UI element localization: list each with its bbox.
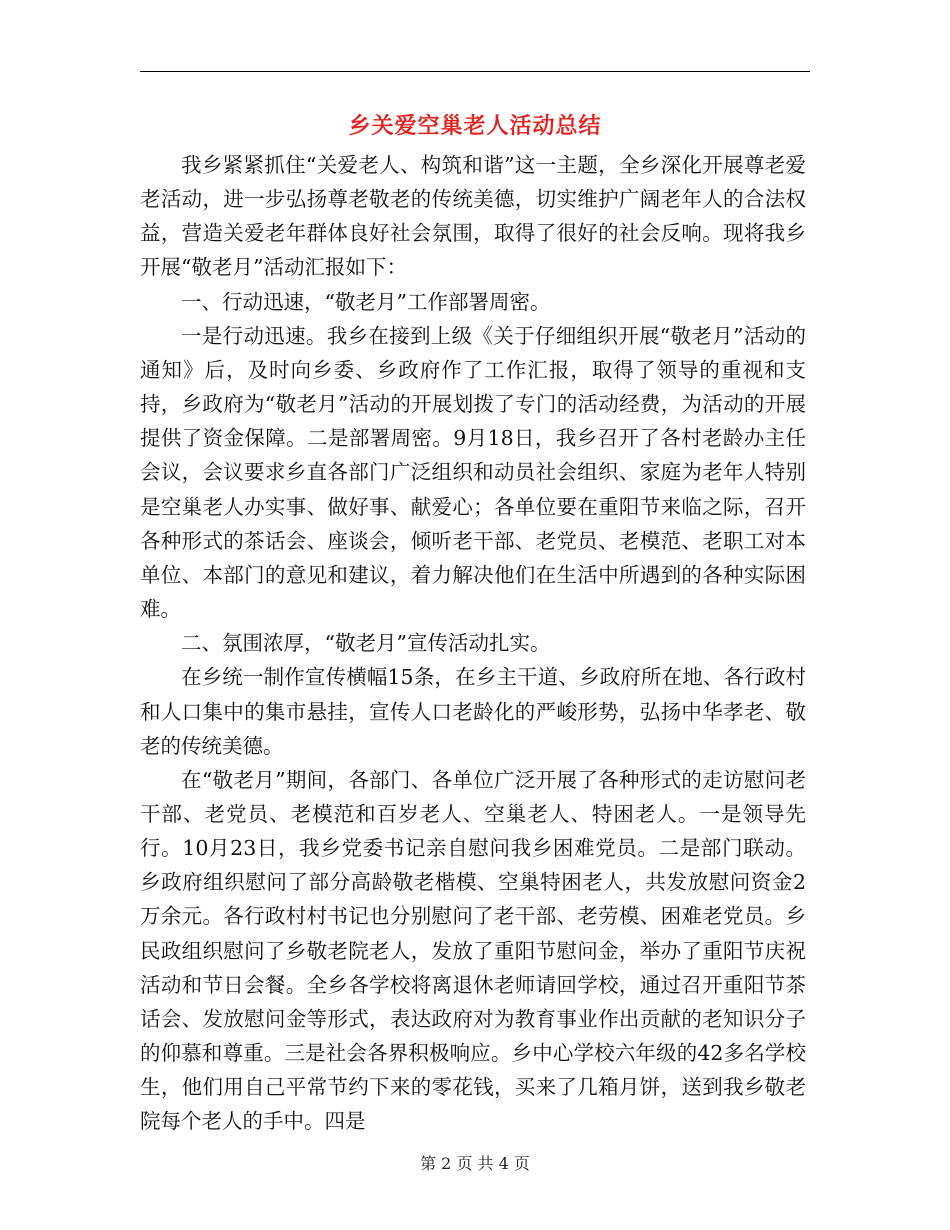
document-body [140,148,806,1139]
paragraph-intro: 我乡紧紧抓住“关爱老人、构筑和谐”这一主题，全乡深化开展尊老爱老活动，进一步弘扬尊老敬老的传统美德，切实维护广阔老年人的合法权益，营造关爱老年群体良好社会氛围，取得了很好的社会反响。现将我乡开展“敬老月”活动汇报如下： [140,153,806,280]
paragraph-section-1: 一是行动迅速。我乡在接到上级《关于仔细组织开展“敬老月”活动的通知》后，及时向乡委、乡政府作了工作汇报，取得了领导的重视和支持，乡政府为“敬老月”活动的开展划拨了专门的活动经费，为活动的开展提供了资金保障。二是部署周密。9月18日，我乡召开了各村老龄办主任会议，会议要求乡直各部门广泛组织和动员社会组织、家庭为老年人特别是空巢老人办实事、做好事、献爱心；各单位要在重阳节来临之际，召开各种形式的茶话会、座谈会，倾听老干部、老党员、老模范、老职工对本单位、本部门的意见和建议，着力解决他们在生活中所遇到的各种实际困难。 [140,323,806,622]
document-title: 乡关爱空巢老人活动总结 [348,113,602,139]
section-heading-2: 二、氛围浓厚，“敬老月”宣传活动扎实。 [181,631,551,656]
section-heading-1: 一、行动迅速，“敬老月”工作部署周密。 [181,289,551,314]
paragraph-visits: 在“敬老月”期间，各部门、各单位广泛开展了各种形式的走访慰问老干部、老党员、老模范和百岁老人、空巢老人、特困老人。一是领导先行。10月23日，我乡党委书记亲自慰问我乡困难党员。二是部门联动。乡政府组织慰问了部分高龄敬老楷模、空巢特困老人，共发放慰问资金2万余元。各行政村村书记也分别慰问了老干部、老劳模、困难老党员。乡民政组织慰问了乡敬老院老人，发放了重阳节慰问金，举办了重阳节庆祝活动和节日会餐。全乡各学校将离退休老师请回学校，通过召开重阳节茶话会、发放慰问金等形式，表达政府对为教育事业作出贡献的老知识分子的仰慕和尊重。三是社会各界积极响应。乡中心学校六年级的42多名学校生，他们用自己平常节约下来的零花钱，买来了几箱月饼，送到我乡敬老院每个老人的手中。四是 [140,767,806,1134]
header-rule [140,71,810,72]
paragraph-banners: 在乡统一制作宣传横幅15条，在乡主干道、乡政府所在地、各行政村和人口集中的集市悬挂，宣传人口老龄化的严峻形势，弘扬中华孝老、敬老的传统美德。 [140,665,806,758]
page-number: 第 2 页 共 4 页 [420,1154,530,1173]
